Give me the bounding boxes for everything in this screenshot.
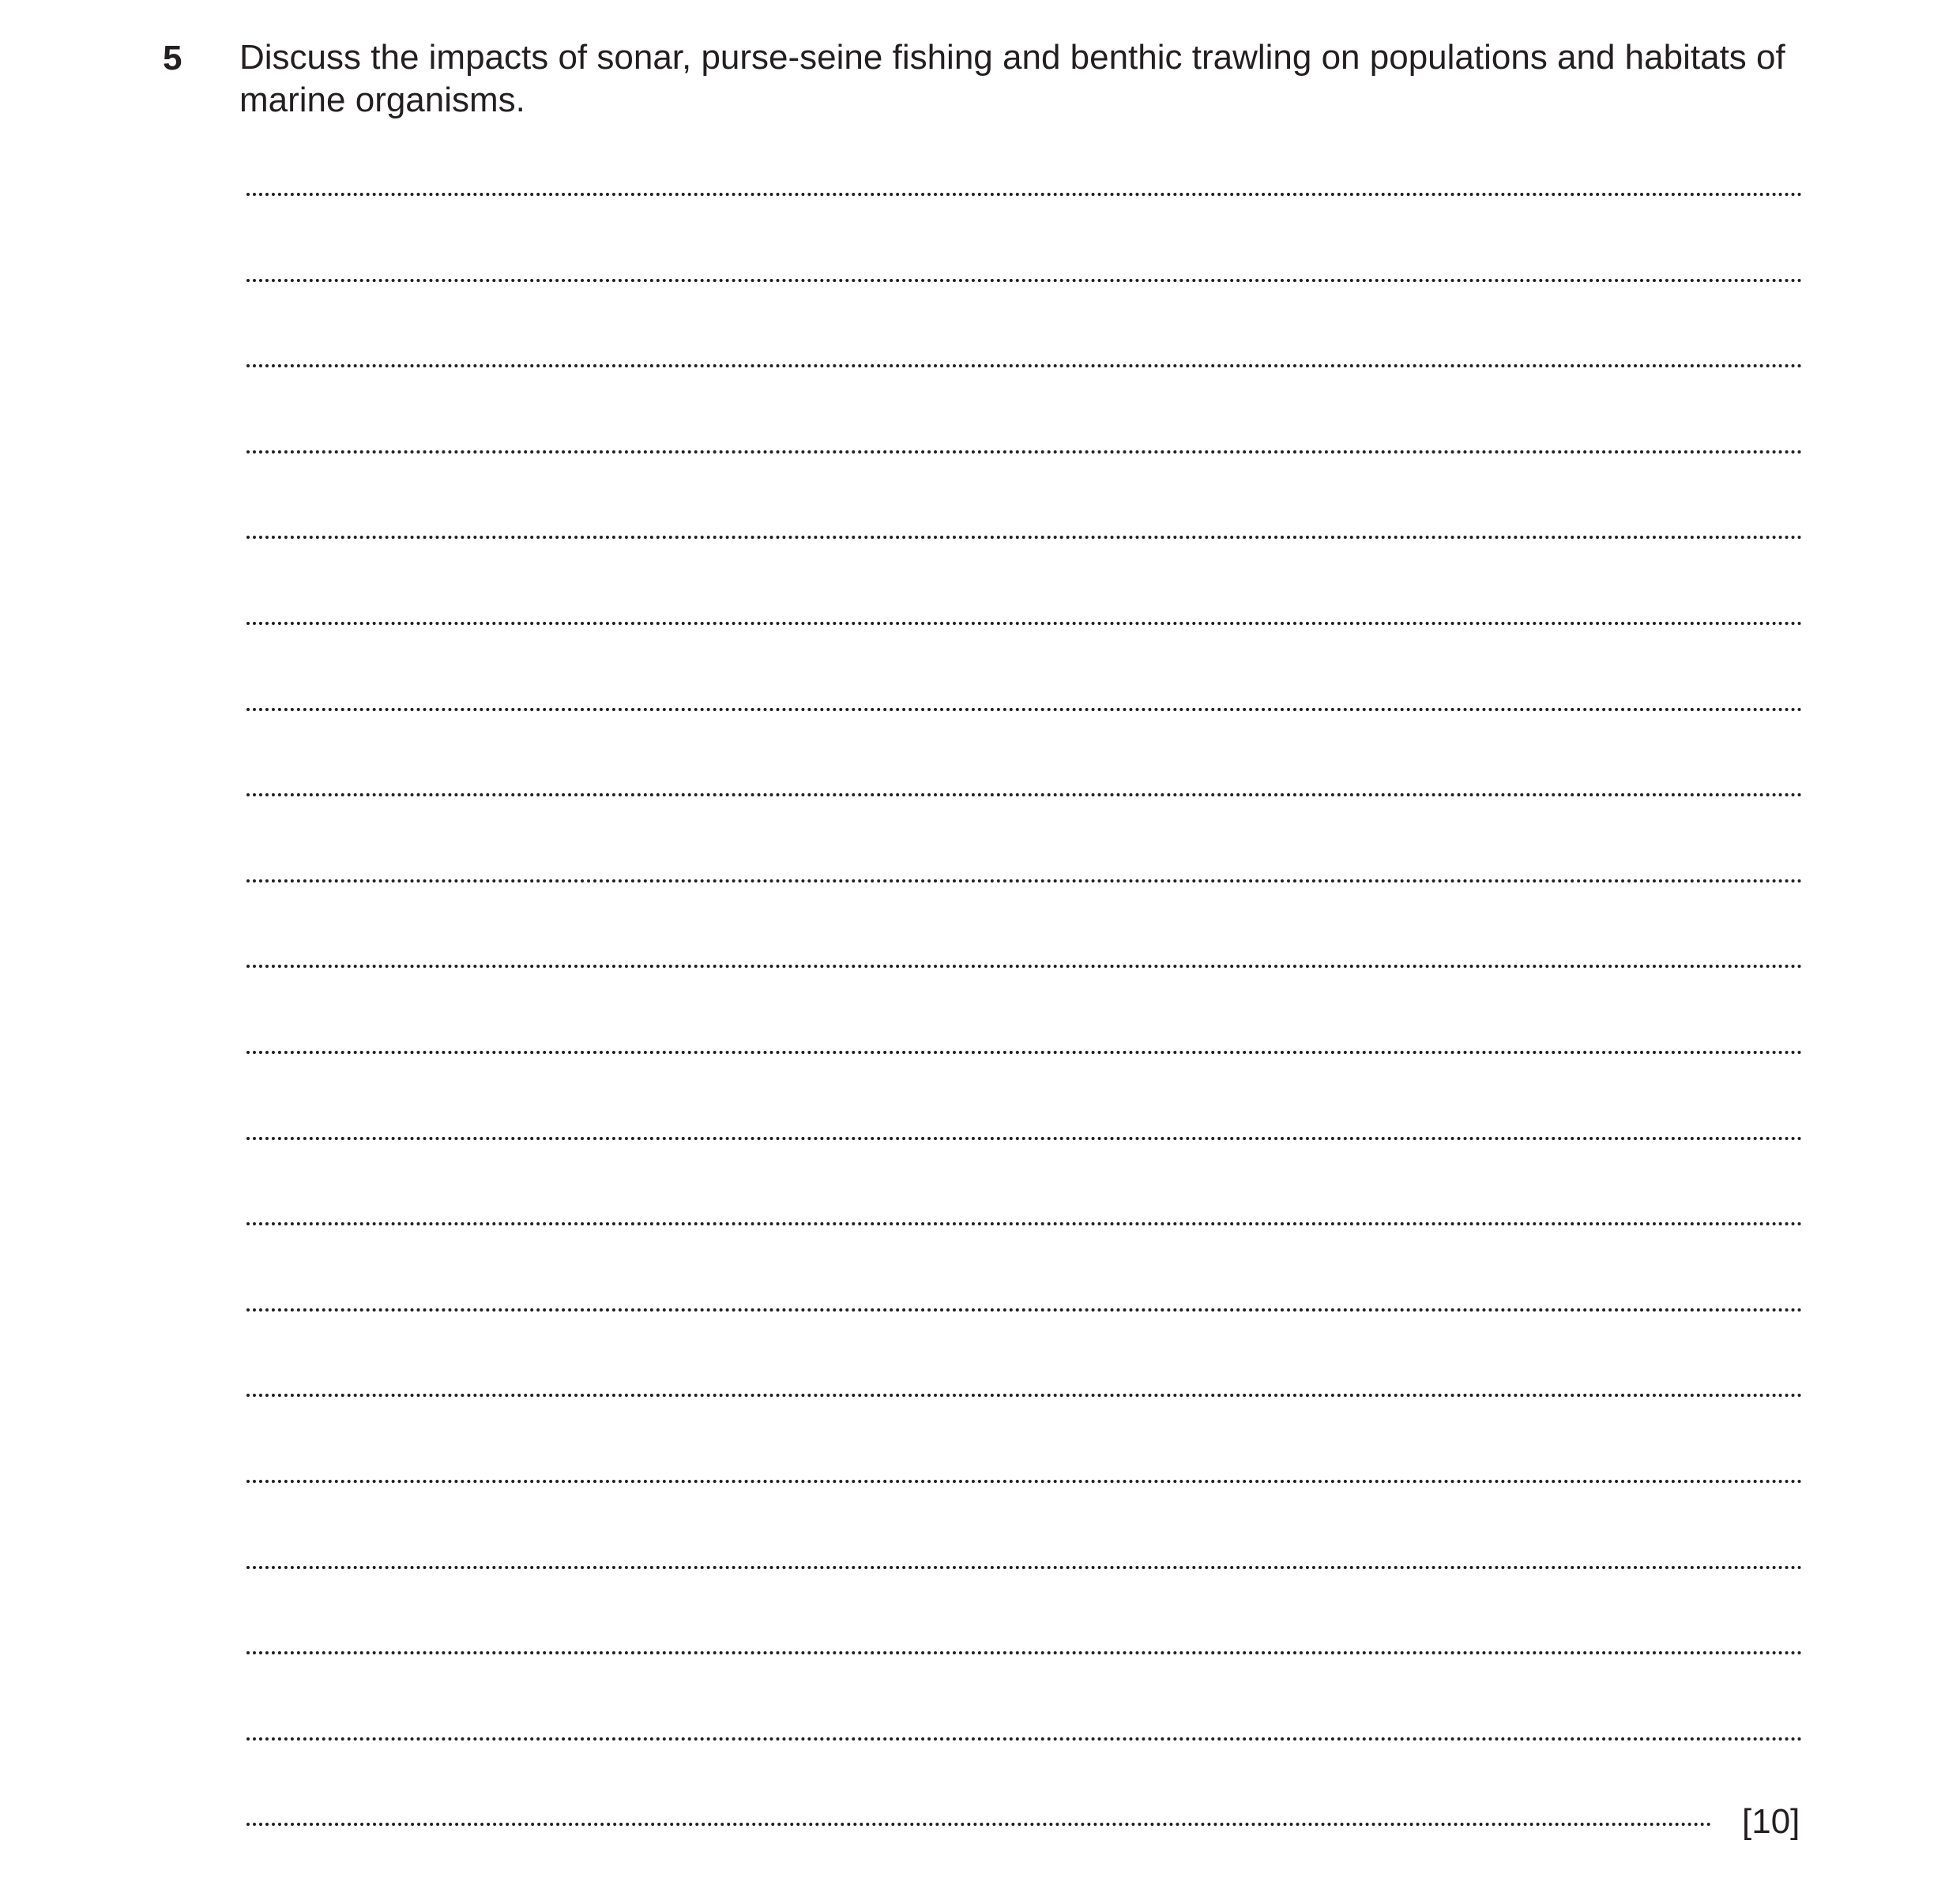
answer-line[interactable] — [246, 1308, 1803, 1312]
question-text: Discuss the impacts of sonar, purse-seine fishing and benthic trawling on populations and habitats of marine organisms. — [239, 38, 1785, 119]
answer-line[interactable] — [246, 1222, 1803, 1225]
answer-line[interactable] — [246, 1394, 1803, 1397]
answer-line[interactable] — [246, 879, 1803, 883]
answer-line[interactable] — [246, 1823, 1712, 1826]
answer-line[interactable] — [246, 364, 1803, 367]
answer-line[interactable] — [246, 793, 1803, 796]
question-number: 5 — [163, 39, 182, 77]
answer-line[interactable] — [246, 1051, 1803, 1054]
answer-line[interactable] — [246, 193, 1803, 196]
answer-line[interactable] — [246, 1651, 1803, 1654]
answer-line[interactable] — [246, 1566, 1803, 1569]
answer-line[interactable] — [246, 1737, 1803, 1741]
marks-allocation: [10] — [1742, 1802, 1800, 1841]
answer-area[interactable] — [246, 0, 1803, 1878]
answer-line[interactable] — [246, 450, 1803, 454]
answer-line[interactable] — [246, 1480, 1803, 1483]
answer-line[interactable] — [246, 279, 1803, 282]
answer-line[interactable] — [246, 1137, 1803, 1140]
answer-line[interactable] — [246, 708, 1803, 711]
answer-line[interactable] — [246, 536, 1803, 539]
answer-line[interactable] — [246, 965, 1803, 968]
answer-line[interactable] — [246, 622, 1803, 625]
